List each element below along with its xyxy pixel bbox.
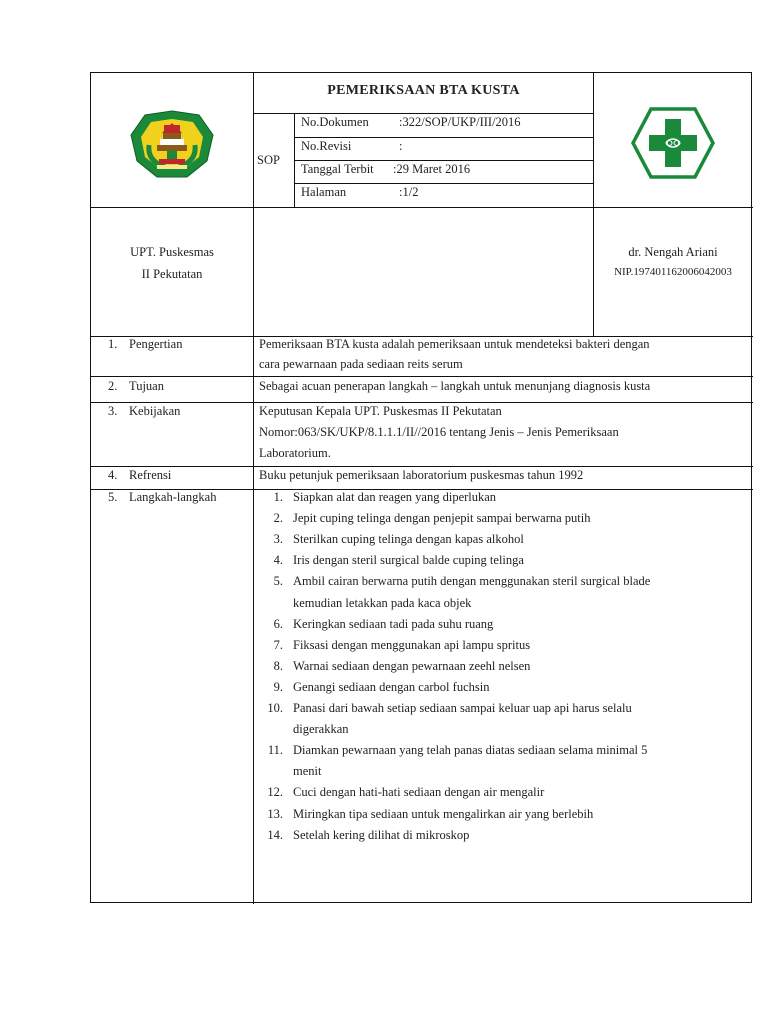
document-title: PEMERIKSAAN BTA KUSTA [327,83,520,98]
section-number: 5. [108,490,118,504]
step-number: 2. [273,511,283,526]
pengertian-text: Pemeriksaan BTA kusta adalah pemeriksaan untuk mendeteksi bakteri dengan [259,337,650,351]
kebijakan-text: Laboratorium. [259,446,331,460]
revisi-value: : [399,139,403,153]
header-divider [91,207,753,208]
doc-no-label: No.Dokumen [301,115,369,129]
section-label: Refrensi [129,468,172,482]
step-text: Diamkan pewarnaan yang telah panas diatas sediaan selama minimal 5 [293,743,648,758]
revisi-label: No.Revisi [301,139,352,153]
sop-label: SOP [257,153,280,167]
step-text: Fiksasi dengan menggunakan api lampu spritus [293,637,531,652]
step-number: 11. [267,743,283,758]
signer-name: dr. Nengah Ariani [628,245,718,259]
kebijakan-text: Nomor:063/SK/UKP/8.1.1.1/II//2016 tentang Jenis – Jenis Pemeriksaan [259,425,619,439]
section-label: Langkah-langkah [129,490,217,504]
step-text: Miringkan tipa sediaan untuk mengalirkan air yang berlebih [293,806,594,821]
halaman-value: :1/2 [399,185,419,199]
refrensi-text: Buku petunjuk pemeriksaan laboratorium puskesmas tahun 1992 [259,468,584,482]
title-row-divider [253,113,594,114]
step-text: Jepit cuping telinga dengan penjepit sampai berwarna putih [293,511,591,526]
step-text: Ambil cairan berwarna putih dengan menggunakan steril surgical blade [293,574,651,589]
doc-no-value: :322/SOP/UKP/III/2016 [399,115,521,129]
step-text: menit [293,764,322,779]
step-number: 13. [267,806,283,821]
section-label: Tujuan [129,379,164,393]
signer-nip: NIP.197401162006042003 [614,266,732,278]
sop-document [90,72,752,903]
section-label: Pengertian [129,337,183,351]
kebijakan-text: Keputusan Kepala UPT. Puskesmas II Pekutatan [259,404,502,418]
regency-emblem-icon [127,109,217,181]
section-number: 3. [108,404,118,418]
pengertian-text: cara pewarnaan pada sediaan reits serum [259,357,463,371]
row-divider-tujuan [91,376,753,377]
tanggal-value: :29 Maret 2016 [393,162,471,176]
step-number: 12. [267,785,283,800]
section-label: Kebijakan [129,404,181,418]
row-divider-kebijakan [91,402,753,403]
steps-list [253,489,753,903]
step-number: 4. [273,553,283,568]
section-number: 4. [108,468,118,482]
meta-row-divider-3 [294,183,594,184]
meta-row-divider-2 [294,160,594,161]
step-number: 10. [267,701,283,715]
step-text: Cuci dengan hati-hati sediaan dengan air mengalir [293,785,545,800]
step-number: 14. [267,827,283,842]
org-line-2: II Pekutatan [141,267,203,281]
step-number: 9. [273,679,283,694]
step-text: Genangi sediaan dengan carbol fuchsin [293,679,490,694]
org-line-1: UPT. Puskesmas [130,245,214,259]
step-text: Panasi dari bawah setiap sediaan sampai keluar uap api harus selalu [293,701,632,715]
step-text: Iris dengan steril surgical balde cuping telinga [293,553,524,568]
section-number: 2. [108,379,118,393]
section-number: 1. [108,337,118,351]
step-text: Siapkan alat dan reagen yang diperlukan [293,490,497,504]
step-number: 6. [273,616,283,631]
tanggal-label: Tanggal Terbit [301,162,374,176]
step-number: 3. [273,532,283,547]
meta-row-divider-1 [294,137,594,138]
puskesmas-cross-icon [631,107,715,179]
row-divider-refrensi [91,466,753,467]
step-number: 1. [273,490,283,504]
step-text: Keringkan sediaan tadi pada suhu ruang [293,616,494,631]
step-text: Setelah kering dilihat di mikroskop [293,827,470,842]
step-number: 5. [273,574,283,589]
step-text: Sterilkan cuping telinga dengan kapas alkohol [293,532,524,547]
tujuan-text: Sebagai acuan penerapan langkah – langkah untuk menunjang diagnosis kusta [259,379,651,393]
step-number: 8. [273,658,283,673]
step-text: Warnai sediaan dengan pewarnaan zeehl nelsen [293,658,531,673]
step-number: 7. [273,637,283,652]
halaman-label: Halaman [301,185,347,199]
step-text: kemudian letakkan pada kaca objek [293,595,472,610]
step-text: digerakkan [293,722,349,737]
